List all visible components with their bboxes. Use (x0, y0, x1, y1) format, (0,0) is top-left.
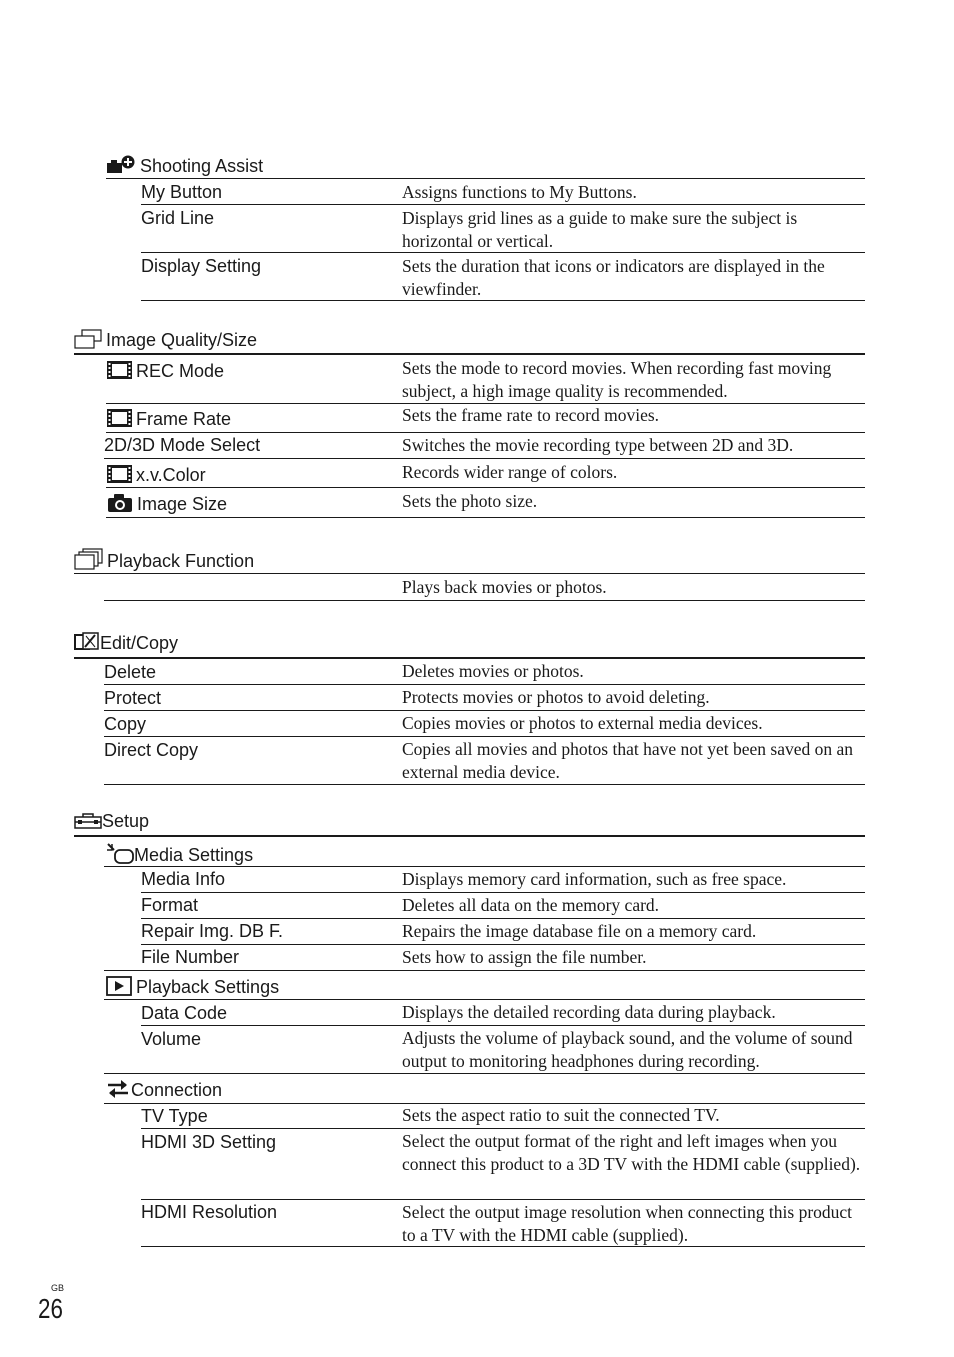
menu-item-description: Adjusts the volume of playback sound, and the volume of sound output to monitoring headphones during recording. (402, 1028, 853, 1071)
menu-item-direct-copy[interactable]: Direct Copy (104, 740, 199, 760)
section-title: Playback Function (107, 551, 255, 571)
menu-item-image-size[interactable]: Image Size (106, 493, 227, 515)
divider (106, 517, 865, 518)
camera-icon (106, 493, 134, 513)
section-title: Setup (102, 811, 150, 831)
divider (104, 710, 865, 711)
menu-item-description: Displays the detailed recording data during playback. (402, 1002, 776, 1022)
connection-arrows-icon (106, 1079, 130, 1099)
menu-item-description: Sets the photo size. (402, 491, 538, 511)
menu-item-description: Select the output image resolution when connecting this product to a TV with the HDMI cable (supplied). (402, 1202, 853, 1245)
menu-item-volume[interactable]: Volume (141, 1029, 202, 1049)
toolbox-icon (74, 812, 102, 830)
divider (104, 784, 865, 785)
divider (104, 999, 865, 1000)
divider (104, 684, 865, 685)
region-code: GB (51, 1283, 65, 1293)
divider (104, 1073, 865, 1074)
divider (141, 252, 865, 253)
divider (74, 657, 865, 659)
section-title: Shooting Assist (140, 156, 264, 176)
menu-item-description: Records wider range of colors. (402, 462, 618, 482)
divider (141, 1246, 865, 1247)
section-playback-function (74, 548, 254, 572)
menu-item-description: Switches the movie recording type between 2D and 3D. (402, 435, 794, 455)
menu-item-description: Deletes all data on the memory card. (402, 895, 660, 915)
divider (141, 1199, 865, 1200)
divider (106, 487, 865, 488)
menu-item-description: Plays back movies or photos. (402, 577, 607, 597)
menu-item-protect[interactable]: Protect (104, 688, 162, 708)
menu-item-description: Sets the mode to record movies. When recording fast moving subject, a high image quality is recommended. (402, 358, 832, 401)
menu-item-data-code[interactable]: Data Code (141, 1003, 228, 1023)
play-icon (106, 976, 132, 996)
divider (104, 736, 865, 737)
section-title: Image Quality/Size (106, 330, 258, 350)
movie-film-icon (106, 408, 133, 428)
menu-item-description: Assigns functions to My Buttons. (402, 182, 637, 202)
menu-item-my-button[interactable]: My Button (141, 182, 223, 202)
menu-item-file-number[interactable]: File Number (141, 947, 240, 967)
divider (74, 835, 865, 837)
menu-item-media-info[interactable]: Media Info (141, 869, 226, 889)
menu-item-description: Protects movies or photos to avoid deleting. (402, 687, 710, 707)
divider (141, 1128, 865, 1129)
divider (106, 432, 865, 433)
menu-item-description: Sets the aspect ratio to suit the connected TV. (402, 1105, 720, 1125)
menu-item-hdmi-3d-setting[interactable]: HDMI 3D Setting (141, 1132, 277, 1152)
menu-item-description: Sets how to assign the file number. (402, 947, 647, 967)
page-number: 26 (38, 1293, 63, 1324)
image-quality-icon (74, 329, 103, 349)
menu-item-format[interactable]: Format (141, 895, 199, 915)
divider (104, 458, 865, 459)
menu-item-description: Displays memory card information, such as free space. (402, 869, 787, 889)
section-shooting-assist (106, 155, 263, 177)
divider (141, 1025, 865, 1026)
menu-item-xv-color[interactable]: x.v.Color (106, 464, 206, 486)
divider (141, 944, 865, 945)
divider (104, 866, 865, 867)
menu-item-repair-img-db[interactable]: Repair Img. DB F. (141, 921, 284, 941)
menu-item-delete[interactable]: Delete (104, 662, 157, 682)
section-title: Edit/Copy (100, 633, 179, 653)
divider (141, 918, 865, 919)
subsection-connection (106, 1079, 222, 1101)
subsection-title: Media Settings (134, 845, 254, 865)
menu-item-rec-mode[interactable]: REC Mode (106, 360, 224, 382)
subsection-playback-settings (106, 976, 279, 998)
menu-item-description: Displays grid lines as a guide to make sure the subject is horizontal or vertical. (402, 208, 798, 251)
subsection-title: Connection (131, 1080, 223, 1100)
edit-copy-icon (74, 632, 100, 652)
menu-item-description: Repairs the image database file on a memory card. (402, 921, 757, 941)
menu-item-grid-line[interactable]: Grid Line (141, 208, 215, 228)
section-setup (74, 810, 149, 832)
menu-item-copy[interactable]: Copy (104, 714, 147, 734)
divider (74, 353, 865, 355)
menu-item-description: Sets the duration that icons or indicators are displayed in the viewfinder. (402, 256, 825, 299)
subsection-title: Playback Settings (136, 977, 280, 997)
playback-function-icon (74, 548, 104, 570)
movie-film-icon (106, 360, 133, 380)
divider (106, 178, 865, 179)
menu-item-description: Deletes movies or photos. (402, 661, 584, 681)
divider (141, 892, 865, 893)
divider (104, 970, 865, 971)
menu-item-frame-rate[interactable]: Frame Rate (106, 408, 231, 430)
menu-item-description: Copies movies or photos to external media devices. (402, 713, 763, 733)
divider (141, 204, 865, 205)
section-edit-copy (74, 632, 178, 654)
menu-item-description: Sets the frame rate to record movies. (402, 405, 660, 425)
shooting-assist-icon (106, 155, 137, 175)
menu-item-description: Copies all movies and photos that have not yet been saved on an external media device. (402, 739, 854, 782)
menu-item-2d-3d-mode-select[interactable]: 2D/3D Mode Select (104, 435, 261, 455)
menu-item-hdmi-resolution[interactable]: HDMI Resolution (141, 1202, 278, 1222)
section-image-quality (74, 329, 257, 351)
subsection-media-settings (106, 842, 253, 866)
divider (104, 600, 865, 601)
menu-item-description: Select the output format of the right and left images when you connect this product to a 3D TV with the HDMI cable (supplied). (402, 1131, 861, 1174)
menu-item-display-setting[interactable]: Display Setting (141, 256, 262, 276)
divider (74, 573, 865, 574)
movie-film-icon (106, 464, 133, 484)
divider (141, 300, 865, 301)
menu-item-tv-type[interactable]: TV Type (141, 1106, 208, 1126)
media-settings-icon (106, 842, 134, 864)
